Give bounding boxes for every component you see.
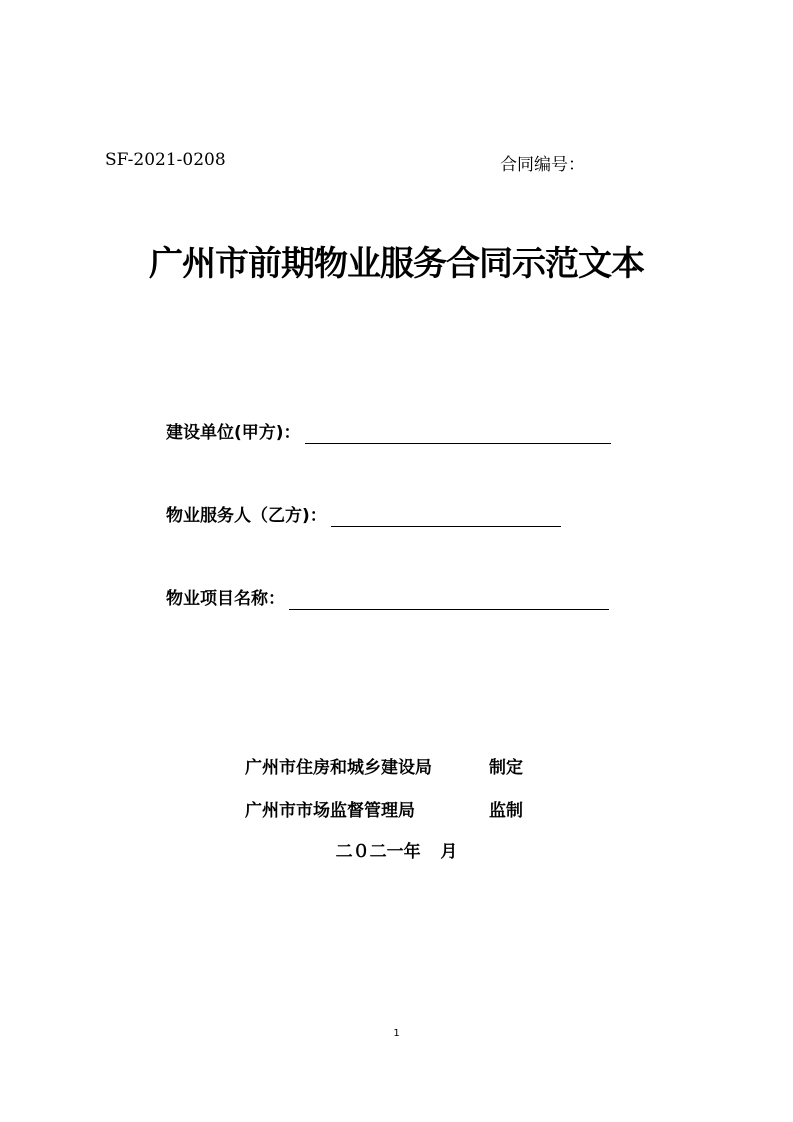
document-code: SF-2021-0208 [105,150,226,170]
field-project-name-label: 物业项目名称： [166,589,285,609]
field-developer-label: 建设单位(甲方)： [166,423,301,443]
document-title: 广州市前期物业服务合同示范文本 [149,244,644,284]
issue-year: 二０二一年 [335,842,421,862]
field-service-provider [166,505,561,527]
contract-number-label: 合同编号： [500,155,585,175]
field-developer [166,422,611,444]
issue-month-label: 月 [440,842,458,862]
field-service-provider-blank[interactable] [331,506,561,527]
field-project-name-blank[interactable] [289,589,609,610]
issuer-role-formulated: 制定 [489,758,523,778]
issue-date [0,837,793,862]
field-developer-blank[interactable] [305,423,611,444]
field-service-provider-label: 物业服务人（乙方)： [166,506,327,526]
page-number: 1 [393,1028,400,1039]
issuer-org-housing-bureau: 广州市住房和城乡建设局 [245,758,432,778]
issuer-role-supervised: 监制 [489,801,523,821]
field-project-name [166,588,609,610]
issuer-org-market-bureau: 广州市市场监督管理局 [245,801,415,821]
